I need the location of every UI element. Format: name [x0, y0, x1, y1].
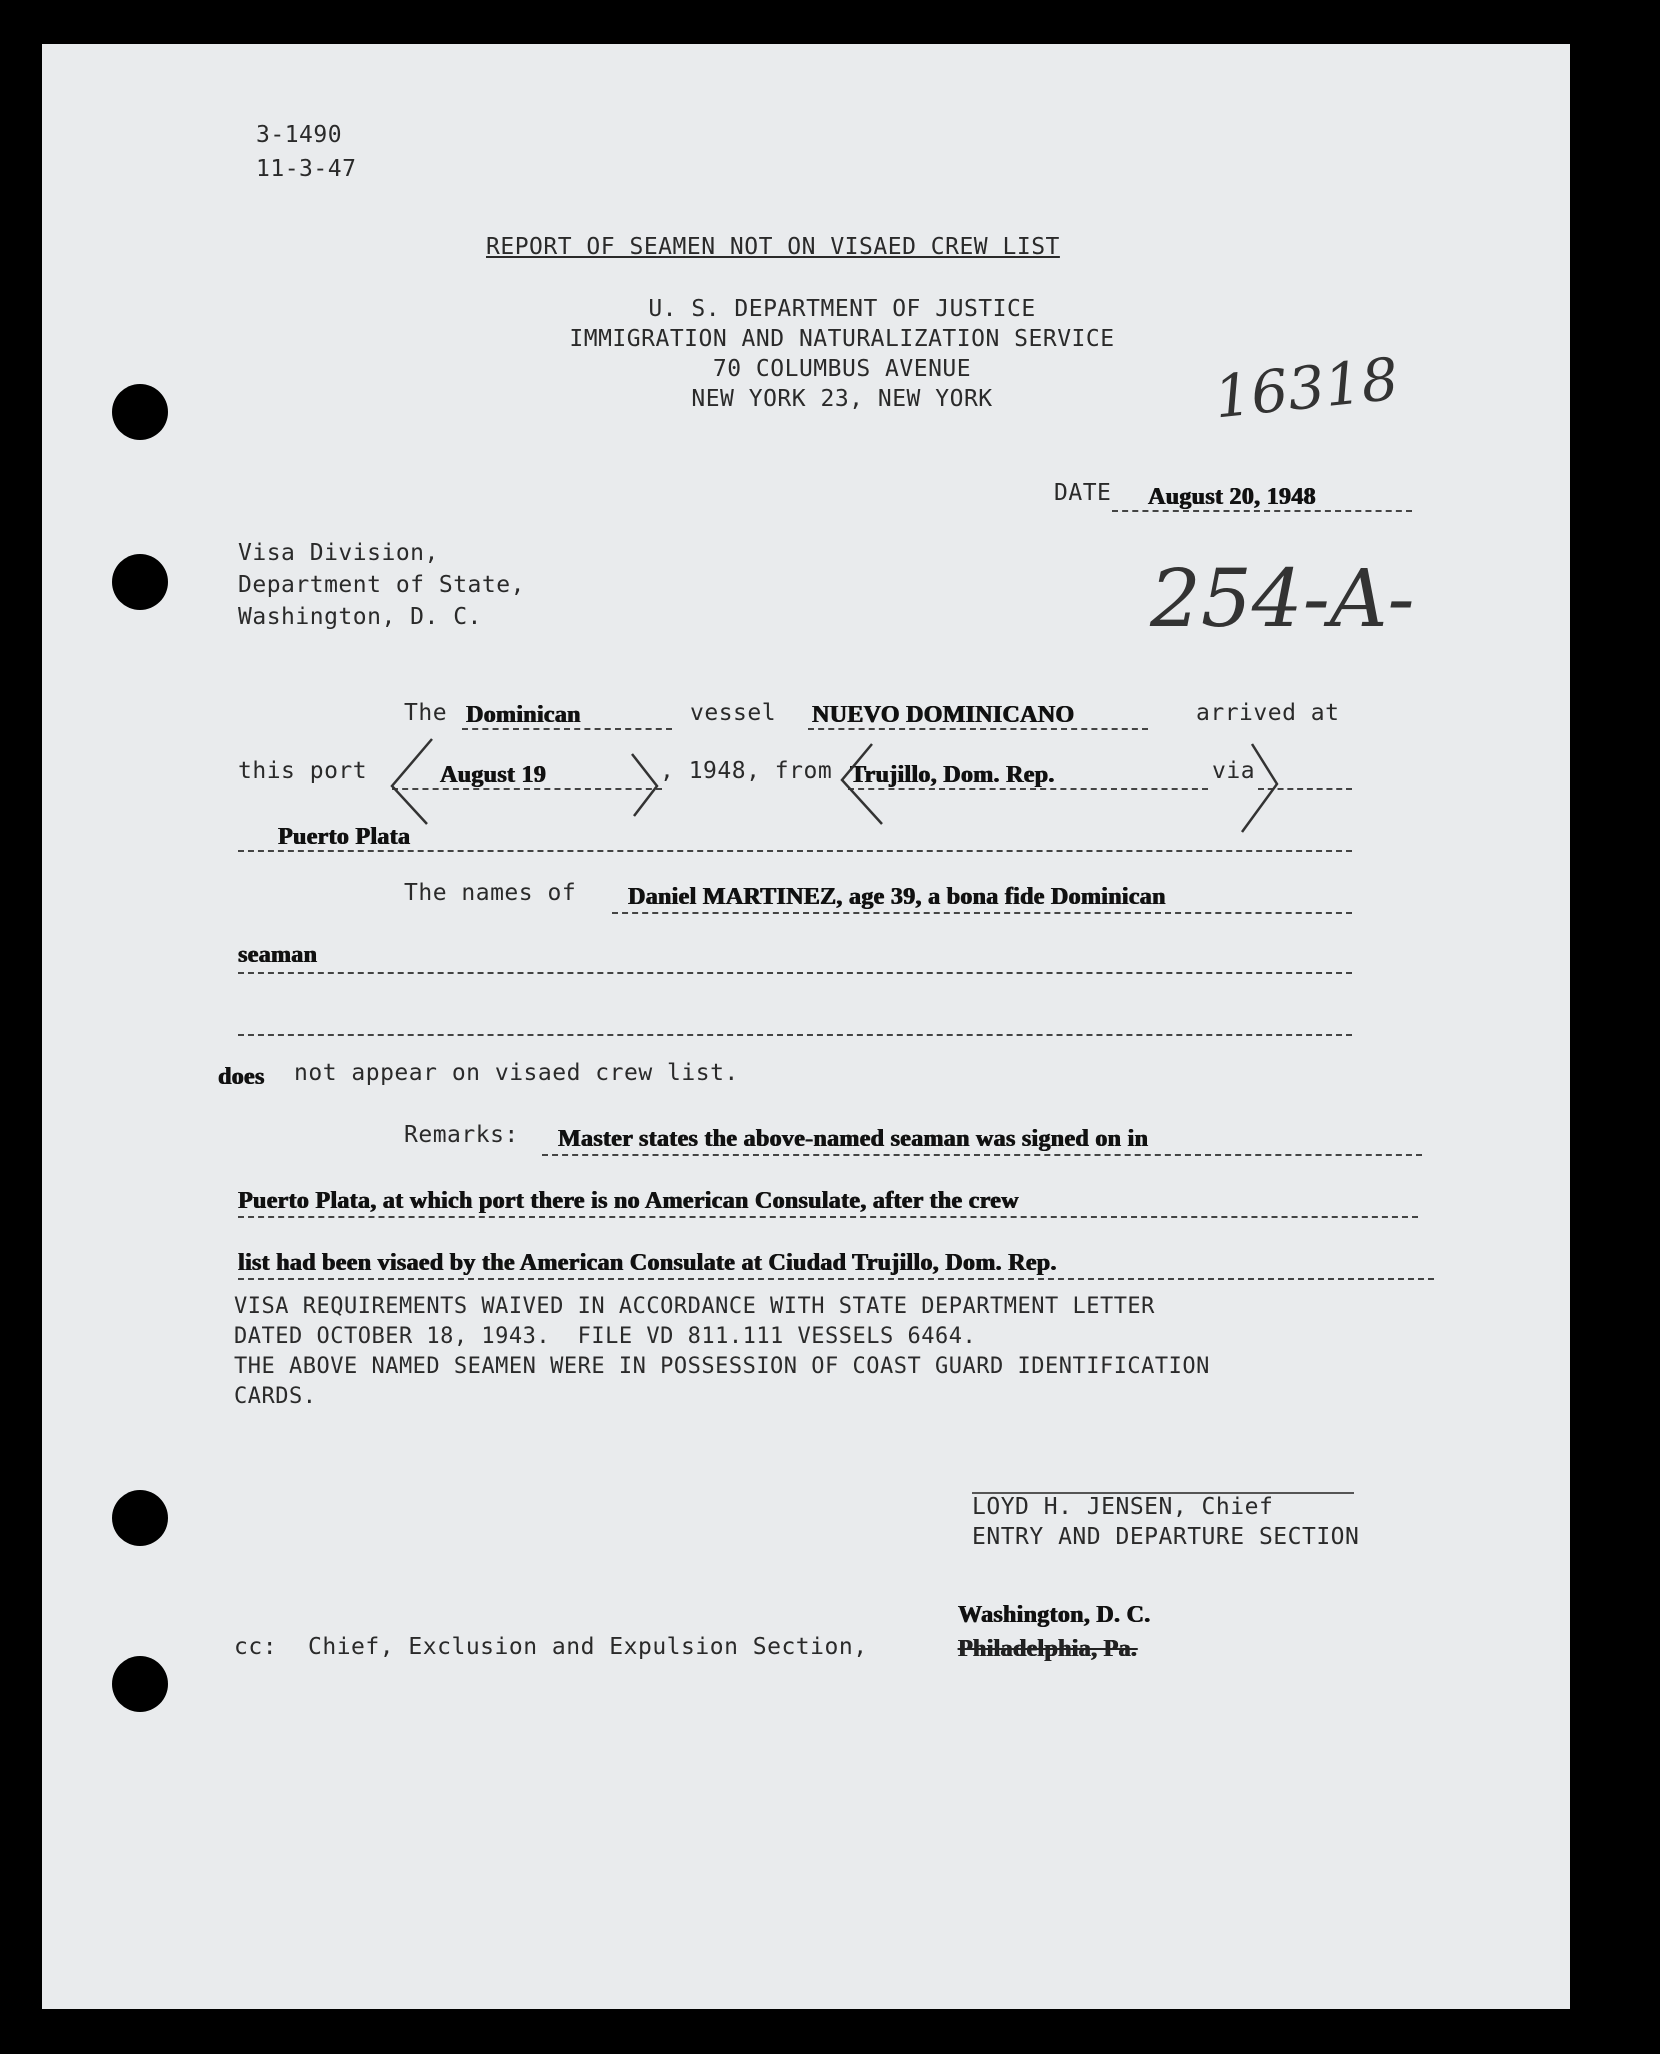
not-appear-text: not appear on visaed crew list.: [294, 1060, 739, 1086]
remarks-underline-1: [542, 1154, 1422, 1156]
via-port-underline: [238, 850, 1352, 852]
handwritten-bracket-marks: [372, 724, 1312, 844]
does-word: does: [218, 1064, 265, 1090]
remarks-underline-3: [238, 1278, 1434, 1280]
from-port: Trujillo, Dom. Rep.: [850, 762, 1055, 788]
names-underline-2: [238, 972, 1352, 974]
via-port: Puerto Plata: [278, 824, 411, 850]
seaman-names-1: Daniel MARTINEZ, age 39, a bona fide Dominican: [628, 884, 1166, 910]
stamp-line-2: DATED OCTOBER 18, 1943. FILE VD 811.111 VESSELS 6464.: [234, 1324, 977, 1349]
arrival-date: August 19: [440, 762, 547, 788]
addressee-line-2: Department of State,: [238, 572, 525, 598]
stamp-line-4: CARDS.: [234, 1384, 317, 1409]
vessel-name: NUEVO DOMINICANO: [812, 702, 1075, 728]
form-number: 3-1490: [256, 122, 343, 148]
body-the: The: [404, 700, 448, 726]
date-value: August 20, 1948: [1148, 484, 1316, 510]
remarks-line-2: Puerto Plata, at which port there is no American Consulate, after the crew: [238, 1188, 1019, 1214]
punch-hole: [112, 554, 168, 610]
date-label: DATE: [1054, 480, 1112, 506]
body-arrived-at: arrived at: [1196, 700, 1340, 726]
addressee-line-3: Washington, D. C.: [238, 604, 482, 630]
document-page: [42, 44, 1570, 2009]
handwritten-file-number: 16318: [1210, 344, 1402, 432]
punch-hole: [112, 1656, 168, 1712]
addressee-line-1: Visa Division,: [238, 540, 439, 566]
stamp-line-3: THE ABOVE NAMED SEAMEN WERE IN POSSESSION OF COAST GUARD IDENTIFICATION: [234, 1354, 1210, 1379]
document-title: REPORT OF SEAMEN NOT ON VISAED CREW LIST: [486, 234, 1060, 260]
cc-location-struck: Philadelphia, Pa.: [958, 1636, 1138, 1662]
punch-hole: [112, 1490, 168, 1546]
signatory-name: LOYD H. JENSEN, Chief: [972, 1494, 1274, 1520]
agency-line-2: IMMIGRATION AND NATURALIZATION SERVICE: [569, 326, 1115, 352]
names-underline-1: [612, 912, 1352, 914]
remarks-underline-2: [238, 1216, 1418, 1218]
agency-line-1: U. S. DEPARTMENT OF JUSTICE: [648, 296, 1036, 322]
body-vessel-label: vessel: [690, 700, 777, 726]
date-underline: [1112, 510, 1412, 512]
agency-line-3: 70 COLUMBUS AVENUE: [712, 356, 972, 382]
handwritten-code: 254-A-: [1150, 552, 1415, 645]
remarks-line-3: list had been visaed by the American Consulate at Ciudad Trujillo, Dom. Rep.: [238, 1250, 1057, 1276]
remarks-line-1: Master states the above-named seaman was signed on in: [558, 1126, 1149, 1152]
vessel-nationality: Dominican: [466, 702, 581, 728]
agency-line-4: NEW YORK 23, NEW YORK: [691, 386, 993, 412]
seaman-names-2: seaman: [238, 942, 318, 968]
body-this-port: this port: [238, 758, 368, 784]
punch-hole: [112, 384, 168, 440]
cc-location-typed: Washington, D. C.: [958, 1602, 1151, 1628]
cc-recipient: Chief, Exclusion and Expulsion Section,: [308, 1634, 868, 1660]
cc-label: cc:: [234, 1634, 278, 1660]
stamp-line-1: VISA REQUIREMENTS WAIVED IN ACCORDANCE WITH STATE DEPARTMENT LETTER: [234, 1294, 1155, 1319]
signatory-section: ENTRY AND DEPARTURE SECTION: [972, 1524, 1360, 1550]
names-label: The names of: [404, 880, 577, 906]
body-year-from: , 1948, from: [660, 758, 833, 784]
body-via-label: via: [1212, 758, 1256, 784]
names-underline-3: [238, 1034, 1352, 1036]
remarks-label: Remarks:: [404, 1122, 519, 1148]
form-revision-date: 11-3-47: [256, 156, 357, 182]
